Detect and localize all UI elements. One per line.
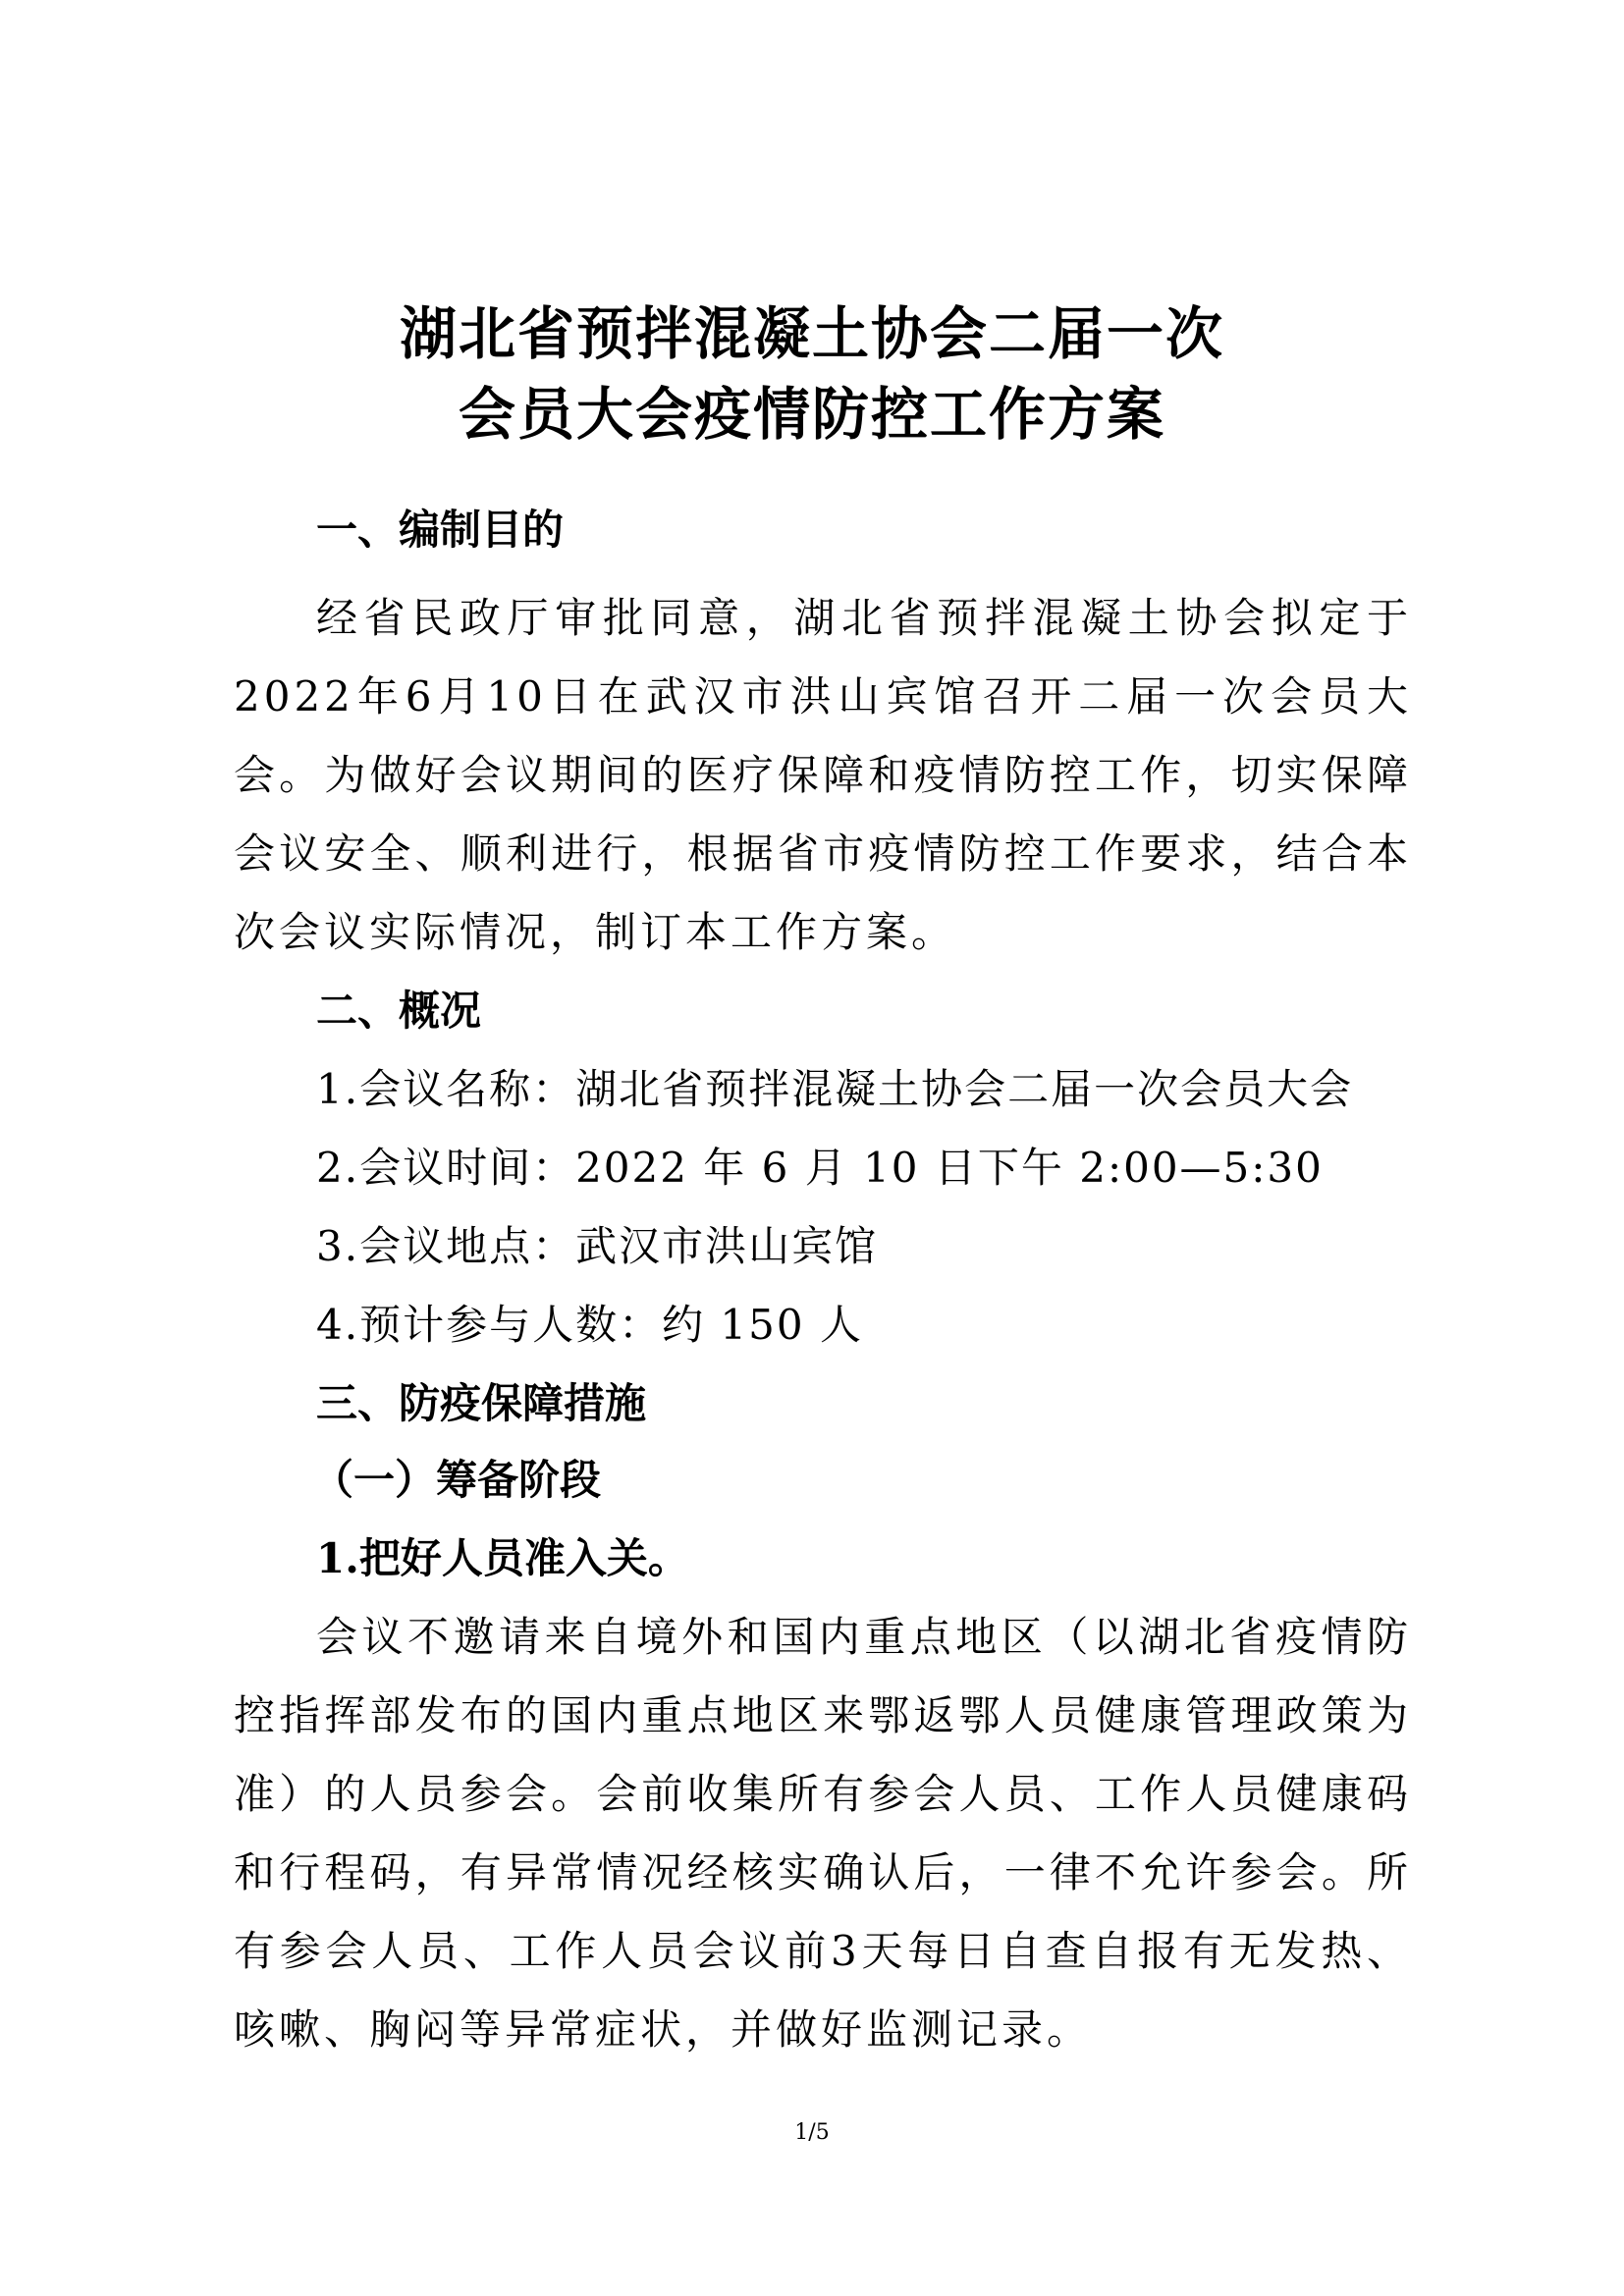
section-heading-purpose: 一、编制目的 xyxy=(316,506,565,554)
document-title-line-2: 会员大会疫情防控工作方案 xyxy=(458,381,1165,448)
section-purpose-paragraph: 经省民政厅审批同意，湖北省预拌混凝土协会拟定于2022年6月10日在武汉市洪山宾馆召开二届一次会员大会。为做好会议期间的医疗保障和疫情防控工作，切实保障会议安全、顺利进行，根据省市疫情防控工作要求，结合本次会议实际情况，制订本工作方案。 xyxy=(234,594,1412,956)
overview-item-attendees: 4.预计参与人数：约 150 人 xyxy=(316,1301,863,1349)
overview-item-meeting-name: 1.会议名称：湖北省预拌混凝土协会二届一次会员大会 xyxy=(316,1065,1354,1113)
subsection-heading-personnel-access: 1.把好人员准入关。 xyxy=(316,1534,689,1582)
section-heading-measures: 三、防疫保障措施 xyxy=(316,1379,647,1427)
section-measures-paragraph: 会议不邀请来自境外和国内重点地区（以湖北省疫情防控指挥部发布的国内重点地区来鄂返鄂人员健康管理政策为准）的人员参会。会前收集所有参会人员、工作人员健康码和行程码，有异常情况经核实确认后，一律不允许参会。所有参会人员、工作人员会议前3天每日自查自报有无发热、咳嗽、胸闷等异常症状，并做好监测记录。 xyxy=(234,1613,1412,2054)
document-title-line-1: 湖北省预拌混凝土协会二届一次 xyxy=(399,300,1224,367)
overview-item-meeting-location: 3.会议地点：武汉市洪山宾馆 xyxy=(316,1222,879,1270)
subsection-heading-preparation: （一）筹备阶段 xyxy=(312,1456,602,1504)
page-number: 1/5 xyxy=(794,2120,830,2145)
overview-item-meeting-time: 2.会议时间：2022 年 6 月 10 日下午 2:00—5:30 xyxy=(316,1144,1324,1192)
section-heading-overview: 二、概况 xyxy=(316,987,482,1035)
